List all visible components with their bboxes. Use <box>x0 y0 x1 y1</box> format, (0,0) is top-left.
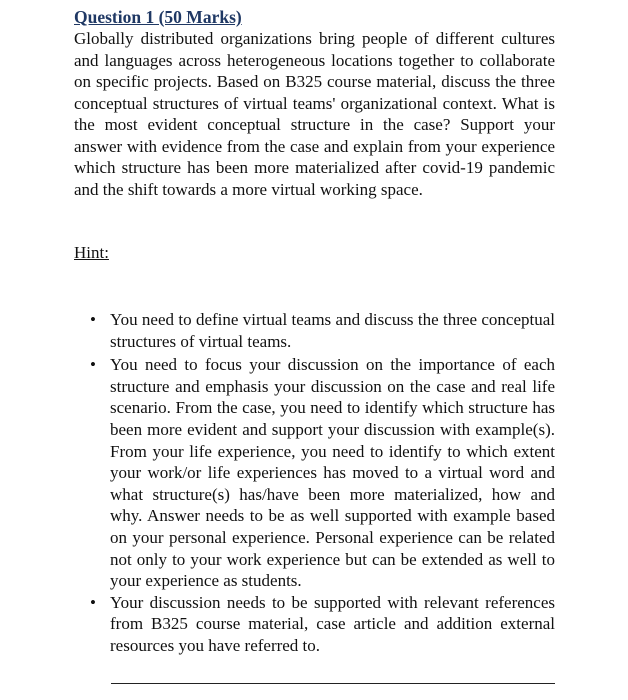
hint-bullet-3 <box>82 592 555 657</box>
hint-bullet-2-text: You need to focus your discussion on the importance of each structure and emphasis your discussion on the case and real life scenario. From the case, you need to identify which structure has been more evident and support your discussion with example(s). From your life experience, you need to identify to which extent your work/or life experiences has moved to a virtual word and what structure(s) has/have been more materialized, how and why. Answer needs to be as well supported with example based on your personal experience. Personal experience can be related not only to your work experience but can be extended as well to your experience as students. <box>110 355 555 591</box>
question-heading: Question 1 (50 Marks) <box>74 7 242 27</box>
question-body: Globally distributed organizations bring people of different cultures and languages across heterogeneous locations together to collaborate on specific projects. Based on B325 course material, discuss the three conceptual structures of virtual teams' organizational context. What is the most evident conceptual structure in the case? Support your answer with evidence from the case and explain from your experience which structure has been more materialized after covid-19 pandemic and the shift towards a more virtual working space. <box>74 29 555 199</box>
bullet-icon: • <box>90 355 96 375</box>
hint-bullet-1 <box>82 309 555 352</box>
hint-bullet-3-text: Your discussion needs to be supported with relevant references from B325 course material, case article and addition external resources you have referred to. <box>110 592 555 655</box>
hint-bullet-2 <box>82 354 555 592</box>
hint-bullet-list <box>82 309 555 657</box>
bottom-underline <box>111 683 555 684</box>
hint-bullet-1-text: You need to define virtual teams and discuss the three conceptual structures of virtual teams. <box>110 310 555 351</box>
document-page <box>74 6 555 262</box>
hint-label: Hint: <box>74 243 109 262</box>
bullet-icon: • <box>90 310 96 329</box>
bullet-icon: • <box>90 592 96 612</box>
